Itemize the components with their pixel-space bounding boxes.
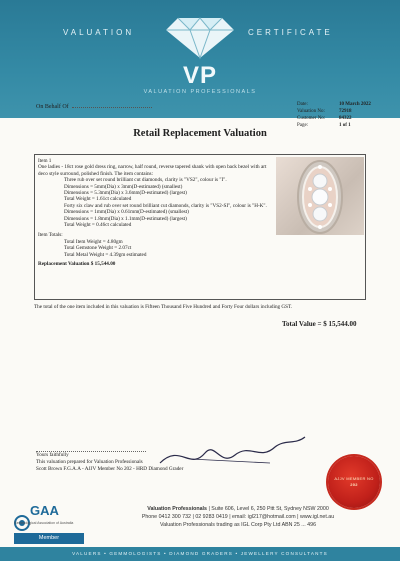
item-box <box>34 154 366 300</box>
meta-label: Valuation No: <box>297 109 325 114</box>
meta-row <box>297 115 371 122</box>
on-behalf-of <box>36 104 152 110</box>
footer-trading: Valuation Professionals trading as IGL Corp Pty Ltd ABN 25 ... 496 <box>159 522 317 528</box>
header-right-word: CERTIFICATE <box>248 28 333 37</box>
seal-number: 202 <box>350 482 358 487</box>
diamond-group-1-intro: Three rub over set round brilliant cut diamonds, clarity is "VS2", colour is "I". <box>64 177 227 184</box>
ring-image-icon <box>276 157 364 235</box>
meta-label: Customer No: <box>297 116 326 121</box>
signoff-line: Yours faithfully <box>36 452 69 458</box>
footer-address-line <box>88 505 388 513</box>
meta-value: 72918 <box>339 109 352 114</box>
meta-label: Date: <box>297 102 308 107</box>
footer-phones: Phone 0412 300 732 | 02 9283 0419 | email: igl217@hotmail.com | www.igl.net.au <box>141 514 335 520</box>
signoff-line: This valuation prepared for Valuation Professionals <box>36 459 143 465</box>
item-heading: Item 1 <box>38 158 52 164</box>
vp-logo-subtitle: VALUATION PROFESSIONALS <box>143 89 257 95</box>
meta-value: 10 March 2022 <box>339 102 371 107</box>
footer-band: VALUERS • GEMMOLOGISTS • DIAMOND GRADERS • JEWELLERY CONSULTANTS <box>0 547 400 561</box>
meta-value: 1 of 1 <box>339 123 351 128</box>
header-left-word: VALUATION <box>63 28 135 37</box>
gaa-member-badge: Member <box>14 533 84 544</box>
gaa-subtitle: Gemmological Association of Australia <box>14 521 74 525</box>
on-behalf-line <box>72 107 152 108</box>
totals-line: Total Metal Weight = 4.39gm estimated <box>64 251 147 258</box>
signoff-line: Scott Brown F.G.A.A - AJJV Member No 202 - HRD Diamond Grader <box>36 466 184 472</box>
meta-value: 84322 <box>339 116 352 121</box>
seal-text: AJJV MEMBER NO <box>334 476 374 481</box>
spec-line: Dimensions = 5.3mm(Dia) x 3.6mm(D-estimated) (largest) <box>64 190 187 197</box>
ring-photo <box>276 157 364 235</box>
footer-contact <box>88 505 388 529</box>
spec-line: Dimensions = 1.8mm(Dia) x 1.1mm(D-estimated) (largest) <box>64 215 187 222</box>
meta-row <box>297 108 371 115</box>
totals-line: Total Item Weight = 4.80gm <box>64 238 123 245</box>
gaa-name: GAA <box>30 503 59 518</box>
totals-line: Total Gemstone Weight = 2.07ct <box>64 245 132 252</box>
on-behalf-label: On Behalf Of <box>36 104 69 110</box>
spec-line: Dimensions = 5mm(Dia) x 3mm(D-estimated) (smallest) <box>64 183 183 190</box>
item-totals-heading: Item Totals: <box>38 232 63 239</box>
footer-address: | Suite 606, Level 6, 250 Pitt St, Sydney NSW 2000 <box>206 506 329 512</box>
total-paragraph: The total of the one item included in this valuation is Fifteen Thousand Five Hundred and Forty Four dollars including GST. <box>34 304 293 310</box>
replacement-valuation: Replacement Valuation $ 15,544.00 <box>38 261 116 268</box>
total-value: Total Value = $ 15,544.00 <box>282 320 357 328</box>
ajjv-member-seal <box>328 456 380 508</box>
meta-label: Page: <box>297 123 309 128</box>
spec-line: Dimensions = 1mm(Dia) x 0.61mm(D-estimated) (smallest) <box>64 209 189 216</box>
item-description: One ladies - 18ct rose gold dress ring, narrow, half round, reverse tapered shank with open back bezel with art deco style surround, polished finish. The item contains: <box>38 164 267 177</box>
document-meta <box>297 101 371 129</box>
meta-row <box>297 101 371 108</box>
diamond-logo-icon <box>164 12 236 60</box>
document-title: Retail Replacement Valuation <box>133 128 267 139</box>
diamond-group-2-intro: Forty six claw and rub over set round brilliant cut diamonds, clarity is "VS2-SI", colour is "H-K". <box>64 202 267 209</box>
vp-logo-text: VP <box>182 62 217 89</box>
spec-line: Total Weight = 1.61ct calculated <box>64 196 132 203</box>
spec-line: Total Weight = 0.46ct calculated <box>64 222 132 229</box>
item-description-block <box>38 158 276 268</box>
signoff-block <box>36 452 183 473</box>
footer-company: Valuation Professionals <box>147 506 207 512</box>
